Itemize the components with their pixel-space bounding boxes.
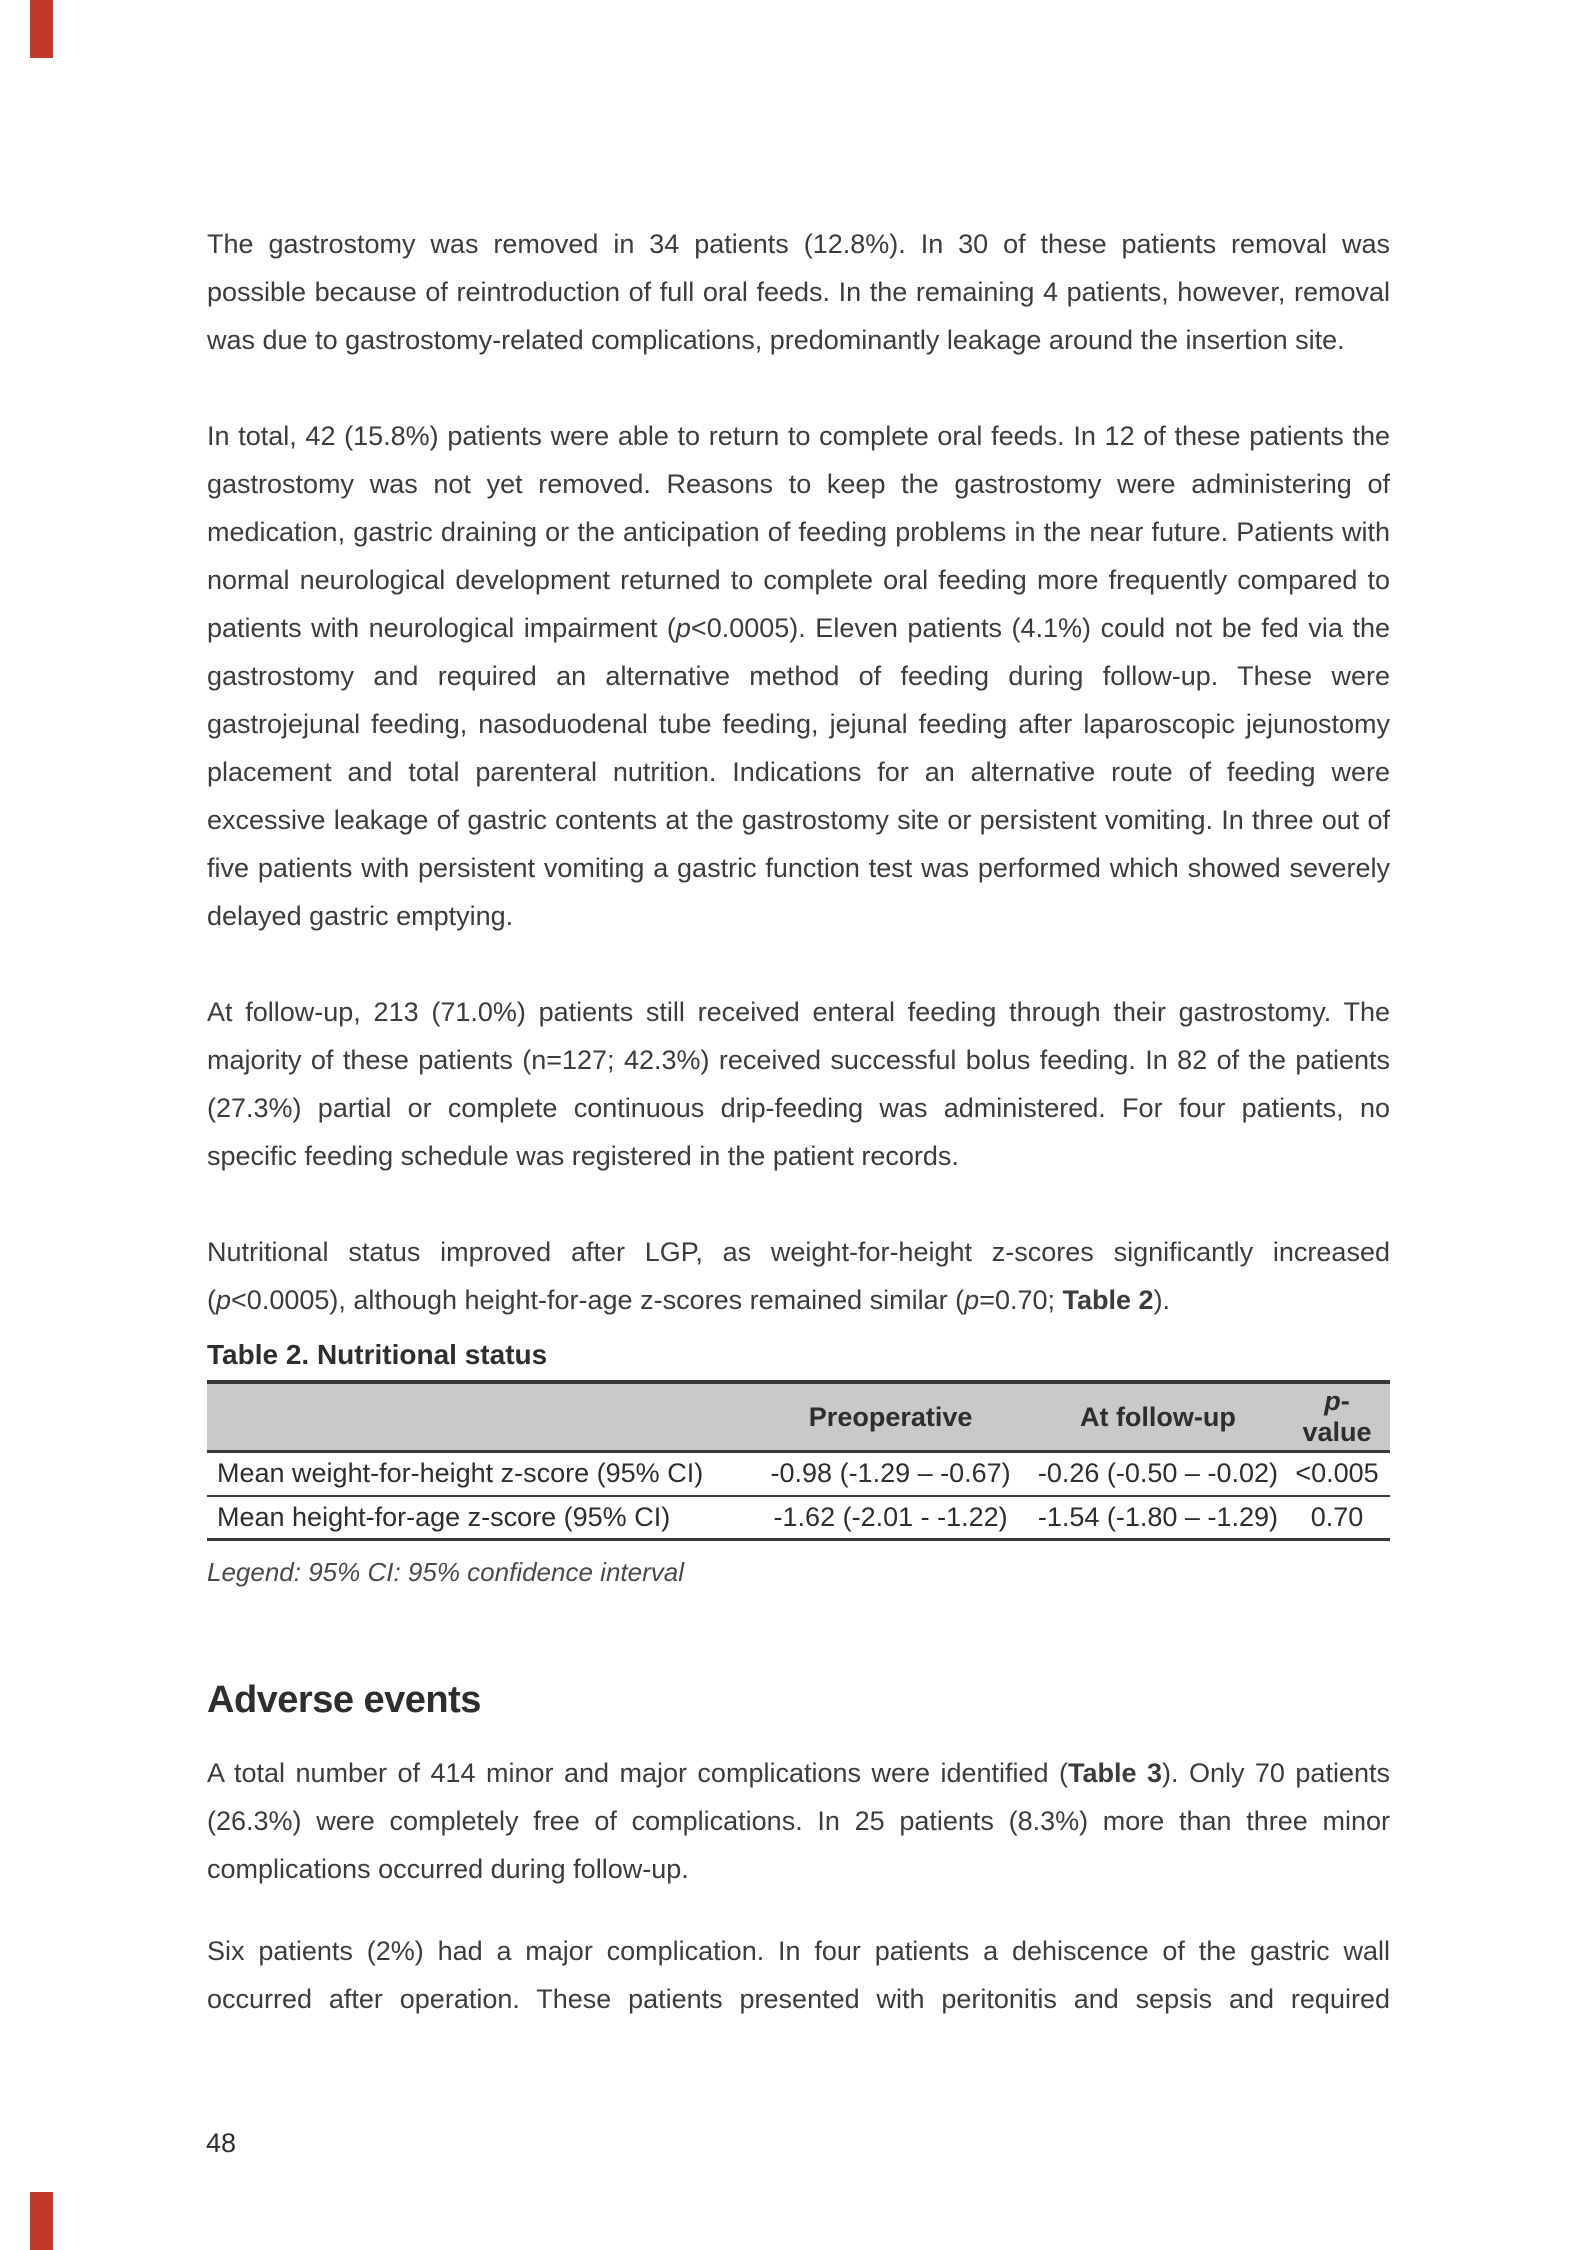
table-legend: Legend: 95% CI: 95% confidence interval — [207, 1557, 684, 1587]
table-header-p-value: p-value — [1284, 1382, 1390, 1452]
page-edge-tab-bottom — [30, 2192, 53, 2250]
row-label: Mean height-for-age z-score (95% CI) — [217, 1501, 671, 1532]
cell-p-value: 0.70 — [1310, 1501, 1364, 1532]
page-number: 48 — [206, 2128, 237, 2158]
table-header-at-follow-up: At follow-up — [1032, 1382, 1284, 1452]
row-label: Mean weight-for-height z-score (95% CI) — [207, 1452, 749, 1496]
page-content — [207, 220, 1390, 2023]
table-caption: Table 2. Nutritional status — [207, 1339, 548, 1370]
page-edge-tab-top — [30, 0, 53, 58]
paragraph-nutritional-status: Nutritional status improved after LGP, as weight-for-height z-scores significantly increased (p<0.0005), although height-for-age z-scores remained similar (p=0.70; Table 2). — [207, 1237, 1390, 1315]
section-heading-adverse-events: Adverse events — [207, 1679, 481, 1721]
cell-preoperative: -0.98 (-1.29 – -0.67) — [749, 1452, 1032, 1496]
cell-at-follow-up: -0.26 (-0.50 – -0.02) — [1032, 1452, 1284, 1496]
table-header-empty — [207, 1382, 749, 1452]
table-header-preoperative: Preoperative — [749, 1382, 1032, 1452]
cell-p-value: <0.005 — [1284, 1452, 1390, 1496]
paragraph-complications-total: A total number of 414 minor and major complications were identified (Table 3). Only 70 patients (26.3%) were completely free of complications. In 25 patients (8.3%) more than three minor complications occurred during follow-up. — [207, 1758, 1390, 1884]
table-row-height-for-age — [207, 1496, 1390, 1540]
cell-at-follow-up: -1.54 (-1.80 – -1.29) — [1037, 1501, 1278, 1532]
nutritional-status-table — [207, 1380, 1390, 1541]
paragraph-gastrostomy-removed: The gastrostomy was removed in 34 patients (12.8%). In 30 of these patients removal was possible because of reintroduction of full oral feeds. In the remaining 4 patients, however, removal was due to gastrostomy-related complications, predominantly leakage around the insertion site. — [207, 229, 1390, 355]
paragraph-follow-up-feeding: At follow-up, 213 (71.0%) patients still received enteral feeding through their gastrostomy. The majority of these patients (n=127; 42.3%) received successful bolus feeding. In 82 of the patients (27.3%) partial or complete continuous drip-feeding was administered. For four patients, no specific feeding schedule was registered in the patient records. — [207, 997, 1390, 1171]
table-row-weight-for-height — [207, 1452, 1390, 1496]
paragraph-major-complications: Six patients (2%) had a major complication. In four patients a dehiscence of the gastric wall occurred after operation. These patients presented with peritonitis and sepsis and required — [207, 1936, 1390, 2014]
table-header-row — [207, 1382, 1390, 1452]
cell-preoperative: -1.62 (-2.01 - -1.22) — [773, 1501, 1008, 1532]
paragraph-return-oral-feeds: In total, 42 (15.8%) patients were able to return to complete oral feeds. In 12 of these patients the gastrostomy was not yet removed. Reasons to keep the gastrostomy were administering of medication, gastric draining or the anticipation of feeding problems in the near future. Patients with normal neurological development returned to complete oral feeding more frequently compared to patients with neurological impairment (p<0.0005). Eleven patients (4.1%) could not be fed via the gastrostomy and required an alternative method of feeding during follow-up. These were gastrojejunal feeding, nasoduodenal tube feeding, jejunal feeding after laparoscopic jejunostomy placement and total parenteral nutrition. Indications for an alternative route of feeding were excessive leakage of gastric contents at the gastrostomy site or persistent vomiting. In three out of five patients with persistent vomiting a gastric function test was performed which showed severely delayed gastric emptying. — [207, 421, 1390, 931]
